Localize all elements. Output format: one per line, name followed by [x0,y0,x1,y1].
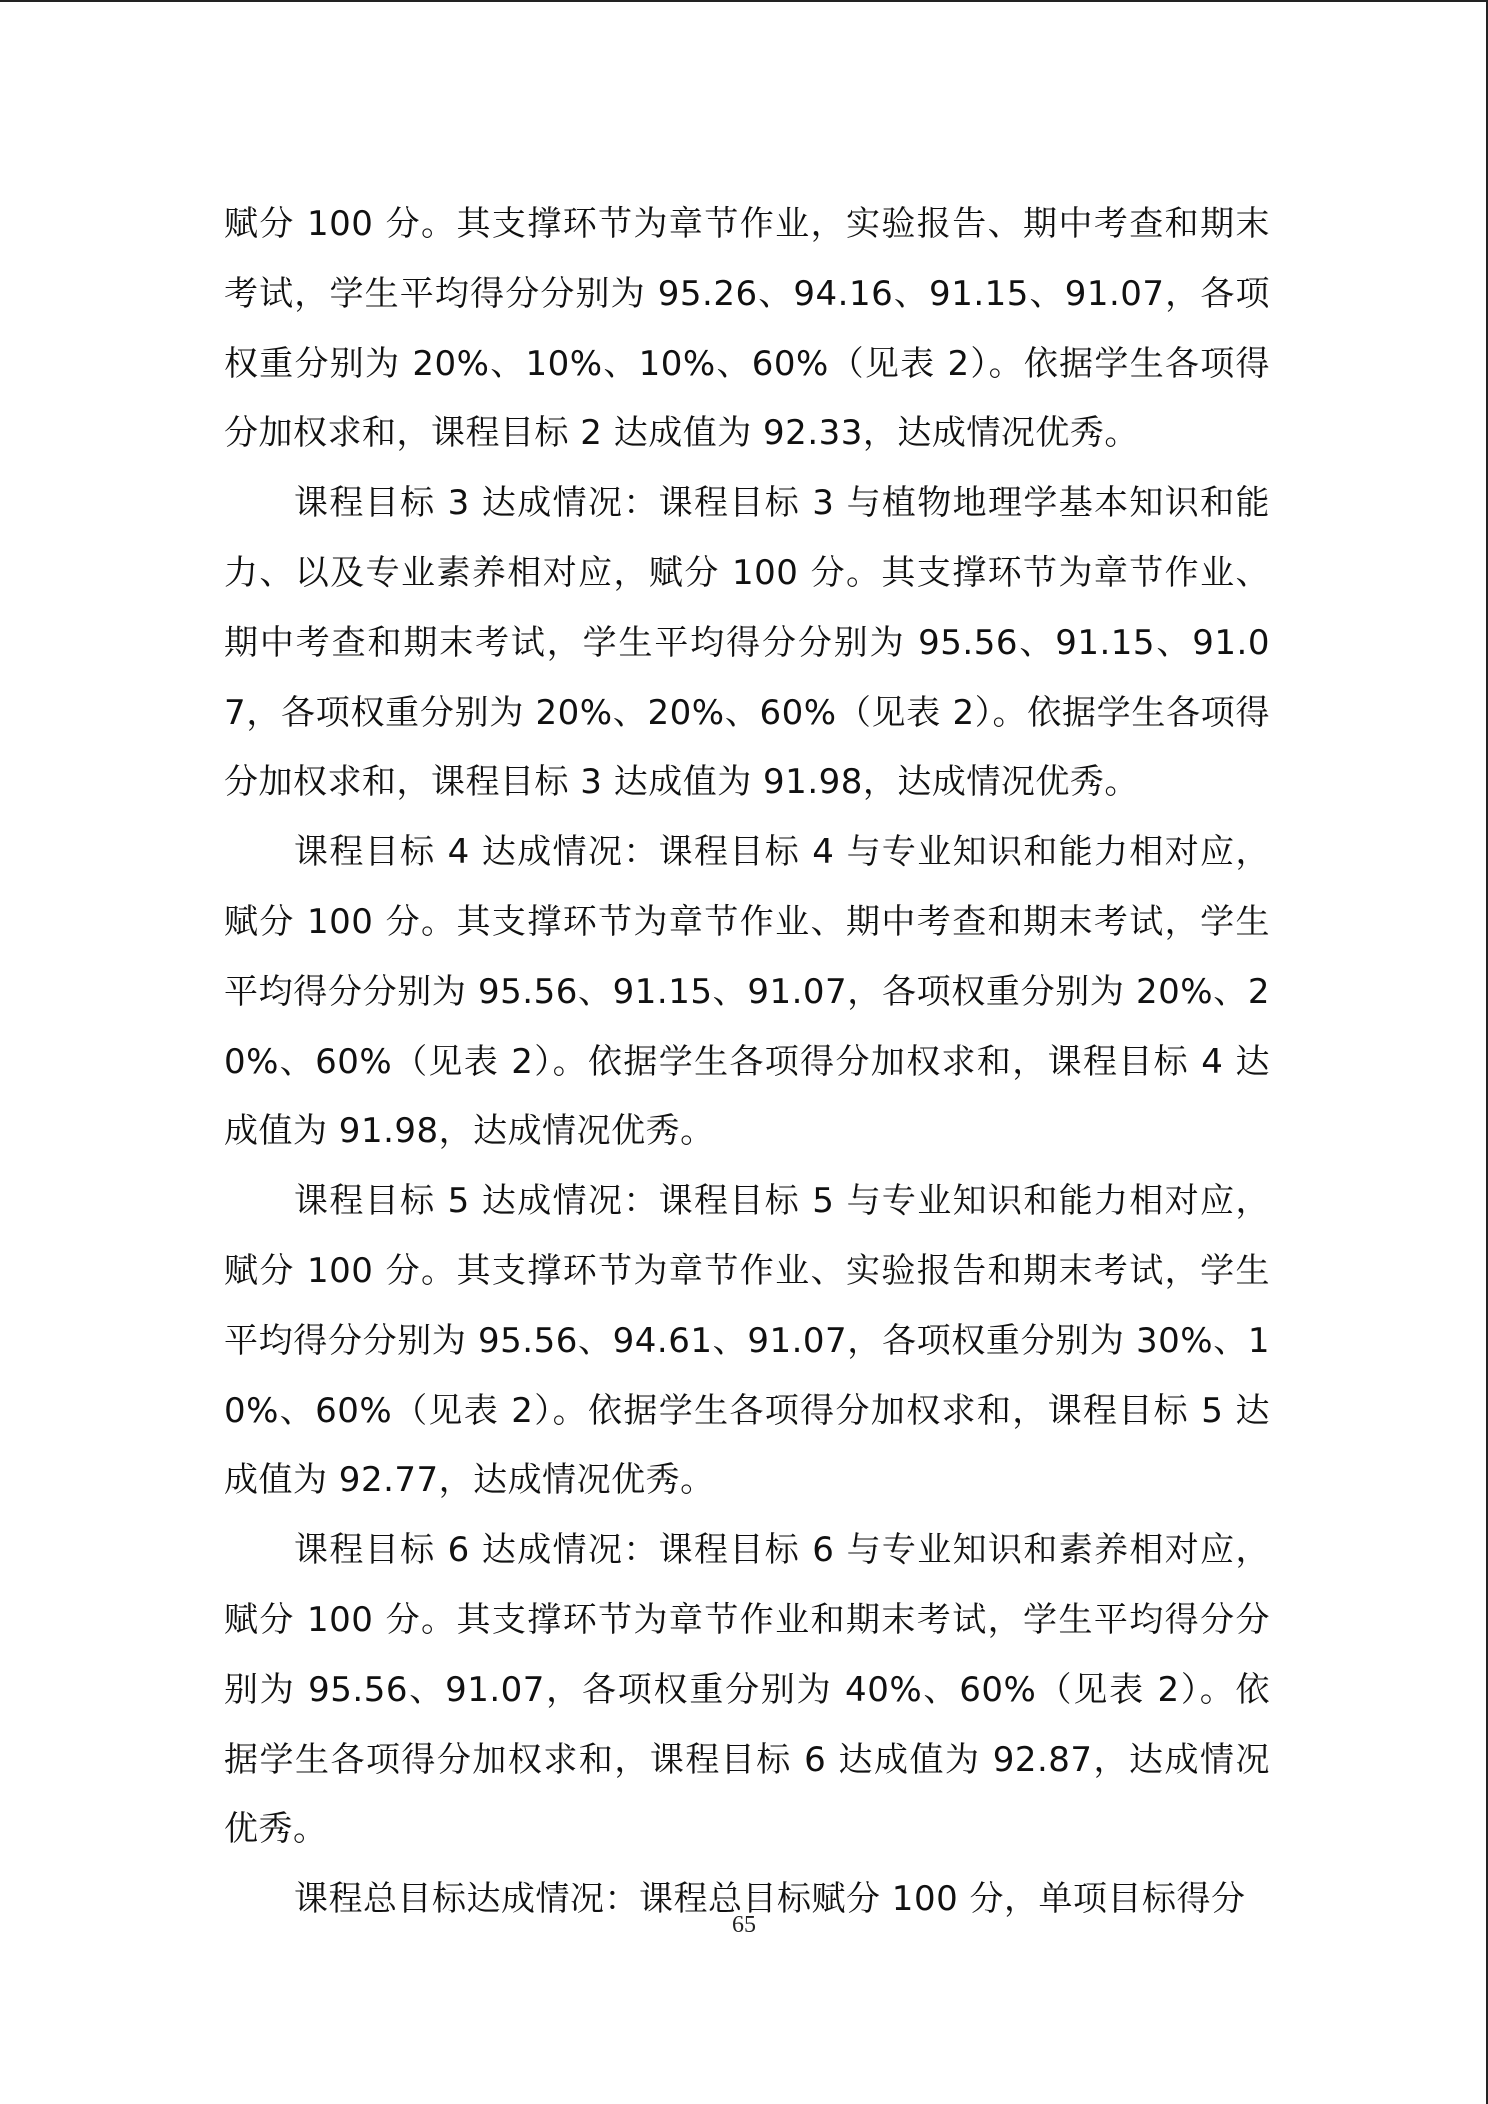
paragraph-goal-5: 课程目标 5 达成情况：课程目标 5 与专业知识和能力相对应，赋分 100 分。其支撑环节为章节作业、实验报告和期末考试，学生平均得分分别为 95.56、94.61、91.07，各项权重分别为 30%、10%、60%（见表 2）。依据学生各项得分加权求和，课程目标 5 达成值为 92.77，达成情况优秀。 [224,1181,1270,1501]
paragraph-goal-3: 课程目标 3 达成情况：课程目标 3 与植物地理学基本知识和能力、以及专业素养相对应，赋分 100 分。其支撑环节为章节作业、期中考查和期末考试，学生平均得分分别为 95.56、91.15、91.07，各项权重分别为 20%、20%、60%（见表 2）。依据学生各项得分加权求和，课程目标 3 达成值为 91.98，达成情况优秀。 [224,483,1270,803]
paragraph-goal-2-continued: 赋分 100 分。其支撑环节为章节作业，实验报告、期中考查和期末考试，学生平均得分分别为 95.26、94.16、91.15、91.07，各项权重分别为 20%、10%、10%、60%（见表 2）。依据学生各项得分加权求和，课程目标 2 达成值为 92.33，达成情况优秀。 [224,204,1270,454]
page-number: 65 [732,1912,756,1938]
paragraph-goal-6: 课程目标 6 达成情况：课程目标 6 与专业知识和素养相对应，赋分 100 分。其支撑环节为章节作业和期末考试，学生平均得分分别为 95.56、91.07，各项权重分别为 40%、60%（见表 2）。依据学生各项得分加权求和，课程目标 6 达成值为 92.87，达成情况优秀。 [224,1530,1270,1850]
paragraph-goal-4: 课程目标 4 达成情况：课程目标 4 与专业知识和能力相对应，赋分 100 分。其支撑环节为章节作业、期中考查和期末考试，学生平均得分分别为 95.56、91.15、91.07，各项权重分别为 20%、20%、60%（见表 2）。依据学生各项得分加权求和，课程目标 4 达成值为 91.98，达成情况优秀。 [224,832,1270,1152]
page-body [224,190,1270,1935]
paragraph-overall-goal: 课程总目标达成情况：课程总目标赋分 100 分，单项目标得分 [294,1879,1246,1920]
